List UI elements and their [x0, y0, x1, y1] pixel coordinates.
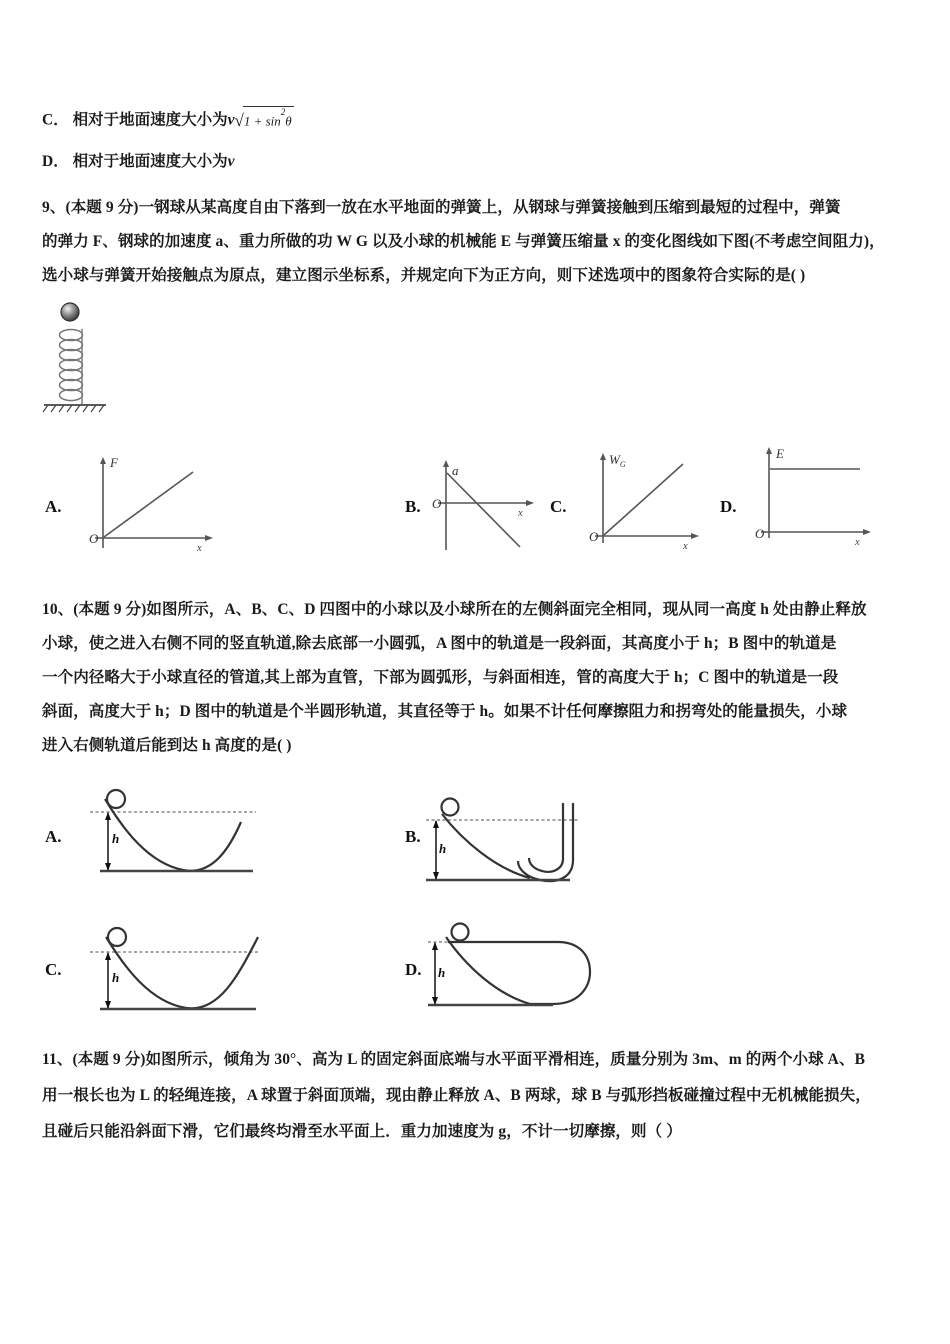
x-axis-label: x: [855, 537, 860, 548]
tube-outer-wall: [518, 803, 573, 881]
question-10-line-4: 斜面，高度大于 h；D 图中的轨道是个半圆形轨道，其直径等于 h。如果不计任何摩擦阻力和拐弯处的能量损失，小球: [42, 703, 848, 720]
steel-ball-icon: [61, 303, 79, 321]
origin-label: O: [89, 531, 99, 546]
q10-option-A-figure: [78, 785, 268, 900]
option-C-prev-question: [42, 105, 294, 130]
q9-ball-spring-figure: [38, 298, 158, 418]
q10-option-D-figure: [418, 920, 608, 1035]
question-11-line-1: 11、(本题 9 分)如图所示，倾角为 30°、高为 L 的固定斜面底端与水平面平滑相连，质量分别为 3m、m 的两个小球 A、B: [42, 1051, 866, 1068]
q9-option-C-graph: [585, 446, 710, 551]
question-10-line-3: 一个内径略大于小球直径的管道,其上部为直管，下部为圆弧形，与斜面相连，管的高度大于 h；C 图中的轨道是一段: [42, 669, 839, 686]
height-label: h: [439, 841, 447, 856]
question-10-line-5: 进入右侧轨道后能到达 h 高度的是( ): [42, 737, 292, 754]
ball-icon: [108, 928, 126, 946]
height-arrow-down: [433, 872, 439, 880]
height-arrow-down: [432, 997, 438, 1005]
data-line: [447, 473, 520, 547]
semicircular-loop-track: [448, 942, 590, 1004]
y-axis-label: F: [110, 455, 118, 470]
q9-option-A-graph: [85, 450, 220, 555]
valley-track-curve: [105, 799, 241, 871]
height-arrow-up: [105, 812, 111, 820]
x-axis-arrow: [205, 535, 213, 541]
option-D-prev-question: [42, 152, 234, 172]
x-axis-label: x: [683, 541, 688, 552]
data-line: [604, 464, 683, 535]
q10-option-B-label: B.: [405, 827, 421, 846]
option-C-formula: $√1 + \sin^2\theta$: [234, 107, 292, 131]
option-C-text: 相对于地面速度大小为: [72, 111, 228, 129]
spring-coils: [60, 330, 83, 401]
option-D-variable: v: [227, 153, 235, 170]
x-axis-arrow: [863, 529, 871, 535]
height-label: h: [112, 970, 120, 985]
q9-option-A-label: A.: [45, 497, 62, 516]
data-line: [104, 472, 193, 537]
option-C-variable: v: [227, 111, 235, 129]
question-9-line-2: 的弹力 F、钢球的加速度 a、重力所做的功 W G 以及小球的机械能 E 与弹簧压缩量 x 的变化图线如下图(不考虑空间阻力)，: [42, 233, 885, 250]
q10-option-B-figure: [418, 785, 608, 905]
ball-icon: [452, 924, 469, 941]
x-axis-label: x: [518, 508, 523, 519]
height-label: h: [112, 831, 120, 846]
question-11-line-2: 用一根长也为 L 的轻绳连接，A 球置于斜面顶端，现由静止释放 A、B 两球，球 B 与弧形挡板碰撞过程中无机械能损失，: [42, 1087, 871, 1104]
origin-label: O: [589, 529, 599, 544]
tube-inner-wall: [529, 803, 563, 872]
y-axis-arrow: [600, 453, 606, 460]
question-10-line-2: 小球，使之进入右侧不同的竖直轨道,除去底部一小圆弧，A 图中的轨道是一段斜面，其高度小于 h；B 图中的轨道是: [42, 635, 837, 652]
height-arrow-down: [105, 1001, 111, 1009]
height-label: h: [438, 965, 446, 980]
question-9-line-3: 选小球与弹簧开始接触点为原点，建立图示坐标系，并规定向下为正方向，则下述选项中的图象符合实际的是( ): [42, 267, 806, 284]
option-C-label: C．: [42, 111, 69, 129]
height-arrow-down: [105, 863, 111, 871]
y-axis-label: $W_G$: [609, 452, 626, 469]
x-axis-label: x: [197, 543, 202, 554]
y-axis-arrow: [443, 460, 449, 467]
origin-label: O: [755, 526, 765, 541]
ball-icon: [442, 799, 459, 816]
valley-track-curve: [106, 937, 258, 1008]
q10-option-D-label: D.: [405, 960, 422, 979]
y-axis-label: E: [776, 446, 784, 461]
incline-curve: [442, 814, 530, 878]
origin-label: O: [432, 496, 442, 511]
q10-option-C-figure: [78, 920, 268, 1035]
height-arrow-up: [433, 820, 439, 828]
q9-option-D-label: D.: [720, 497, 737, 516]
question-10-line-1: 10、(本题 9 分)如图所示，A、B、C、D 四图中的小球以及小球所在的左侧斜面完全相同，现从同一高度 h 处由静止释放: [42, 601, 867, 618]
q9-option-C-label: C.: [550, 497, 567, 516]
ball-icon: [107, 790, 125, 808]
height-arrow-up: [432, 942, 438, 950]
incline-curve: [446, 937, 530, 1004]
ground-hatching: [43, 405, 104, 412]
q10-option-A-label: A.: [45, 827, 62, 846]
height-arrow-up: [105, 952, 111, 960]
q10-option-C-label: C.: [45, 960, 62, 979]
option-D-text: 相对于地面速度大小为: [72, 153, 228, 170]
x-axis-arrow: [691, 533, 699, 539]
y-axis-arrow: [766, 447, 772, 454]
y-axis-label: a: [452, 463, 459, 478]
y-axis-arrow: [100, 457, 106, 464]
q9-option-B-label: B.: [405, 497, 421, 516]
question-11-line-3: 且碰后只能沿斜面下滑，它们最终均滑至水平面上．重力加速度为 g，不计一切摩擦，则（ ）: [42, 1123, 682, 1140]
q9-option-D-graph: [755, 440, 885, 550]
question-9-line-1: 9、(本题 9 分)一钢球从某高度自由下落到一放在水平地面的弹簧上，从钢球与弹簧接触到压缩到最短的过程中，弹簧: [42, 199, 841, 216]
q9-option-B-graph: [432, 455, 552, 560]
x-axis-arrow: [526, 500, 534, 506]
option-D-label: D．: [42, 153, 69, 170]
